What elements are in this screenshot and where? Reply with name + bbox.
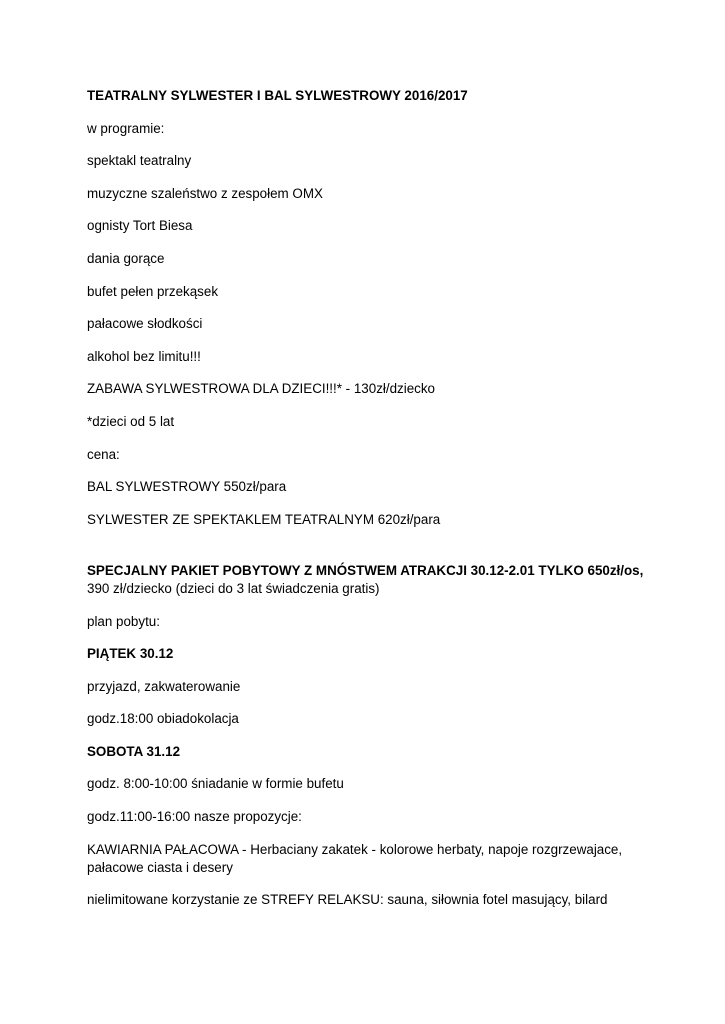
package-paragraph (87, 562, 647, 598)
plan-label: plan pobytu: (87, 613, 160, 629)
program-item: pałacowe słodkości (87, 316, 203, 332)
program-item: *dzieci od 5 lat (87, 413, 175, 429)
price-item: SYLWESTER ZE SPEKTAKLEM TEATRALNYM 620zł/para (87, 511, 441, 527)
day2-item: godz.11:00-16:00 nasze propozycje: (87, 809, 302, 825)
package-rest-text: 390 zł/dziecko (dzieci do 3 lat świadczenia gratis) (87, 580, 380, 596)
day2-item: KAWIARNIA PAŁACOWA - Herbaciany zakatek - kolorowe herbaty, napoje rozgrzewajace, pałacowe ciasta i desery (87, 841, 623, 875)
program-item: spektakl teatralny (87, 153, 192, 169)
price-label: cena: (87, 446, 120, 462)
day1-heading: PIĄTEK 30.12 (87, 646, 174, 662)
program-item: bufet pełen przekąsek (87, 283, 219, 299)
day1-item: przyjazd, zakwaterowanie (87, 678, 241, 694)
day2-item: nielimitowane korzystanie ze STREFY RELAKSU: sauna, siłownia fotel masujący, bilard (87, 892, 608, 908)
program-label: w programie: (87, 120, 165, 136)
program-item: ognisty Tort Biesa (87, 218, 193, 234)
program-item: muzyczne szaleństwo z zespołem OMX (87, 185, 323, 201)
day2-heading: SOBOTA 31.12 (87, 743, 181, 759)
program-item: ZABAWA SYLWESTROWA DLA DZIECI!!!* - 130zł/dziecko (87, 381, 435, 397)
program-item: dania gorące (87, 250, 165, 266)
package-bold-text: SPECJALNY PAKIET POBYTOWY Z MNÓSTWEM ATRAKCJI 30.12-2.01 TYLKO 650zł/os, (87, 562, 644, 578)
document-body (87, 87, 647, 924)
program-item: alkohol bez limitu!!! (87, 348, 201, 364)
day1-item: godz.18:00 obiadokolacja (87, 711, 239, 727)
paragraph-gap (87, 543, 647, 562)
day2-item: godz. 8:00-10:00 śniadanie w formie bufetu (87, 776, 344, 792)
document-title: TEATRALNY SYLWESTER I BAL SYLWESTROWY 2016/2017 (87, 88, 468, 103)
price-item: BAL SYLWESTROWY 550zł/para (87, 479, 287, 495)
